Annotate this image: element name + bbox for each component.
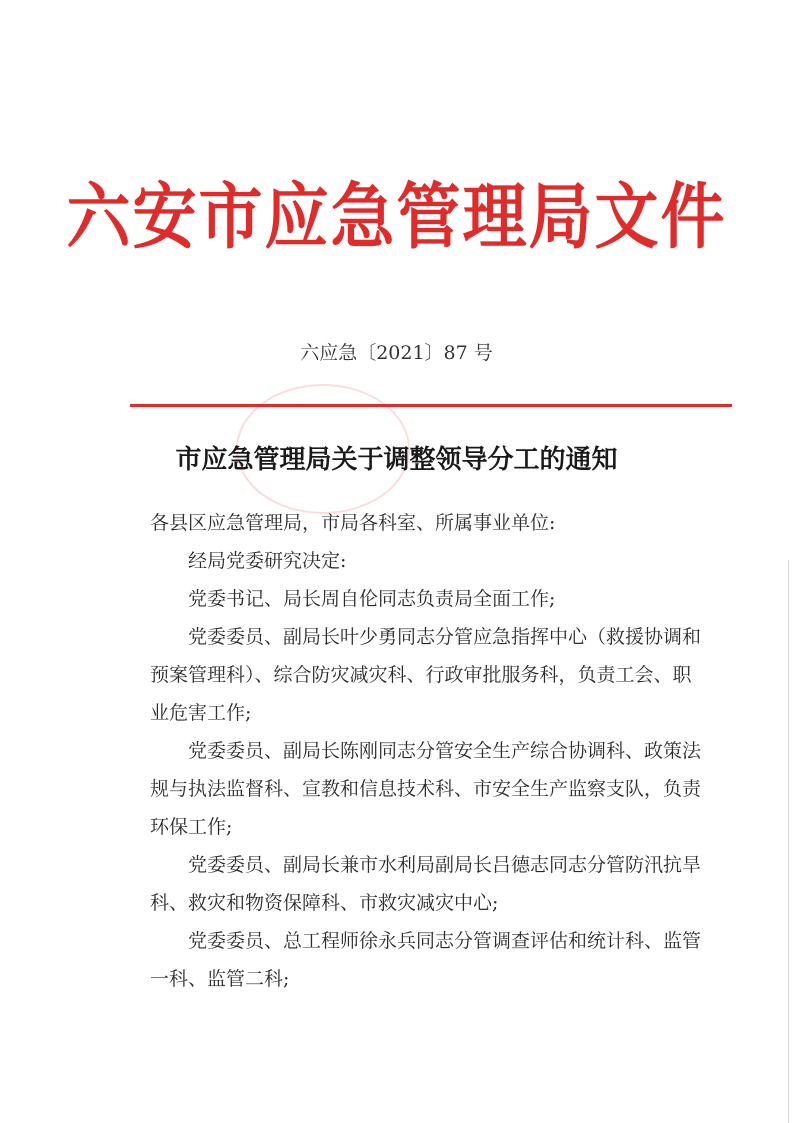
red-header-title: 六安市应急管理局文件 (66, 176, 727, 260)
addressee-line: 各县区应急管理局，市局各科室、所属事业单位: (150, 512, 556, 534)
body-paragraph: 党委委员、副局长陈刚同志分管安全生产综合协调科、政策法规与执法监督科、宣教和信息技术科、市安全生产监察支队，负责环保工作; (150, 740, 702, 838)
notice-body (150, 504, 710, 998)
document-number: 六应急〔2021〕87 号 (300, 342, 493, 364)
body-paragraph: 党委委员、副局长叶少勇同志分管应急指挥中心（救援协调和预案管理科）、综合防灾减灾科、行政审批服务科，负责工会、职业危害工作; (150, 626, 702, 724)
body-paragraph: 党委委员、副局长兼市水利局副局长吕德志同志分管防汛抗旱科、救灾和物资保障科、市救灾减灾中心; (150, 854, 702, 914)
scan-edge-line (788, 560, 789, 1123)
body-paragraph: 经局党委研究决定: (188, 550, 347, 572)
notice-title: 市应急管理局关于调整领导分工的通知 (175, 445, 618, 475)
body-paragraph: 党委书记、局长周自伦同志负责局全面工作; (188, 588, 556, 610)
body-paragraph: 党委委员、总工程师徐永兵同志分管调查评估和统计科、监管一科、监管二科; (150, 930, 702, 990)
red-separator-line (130, 404, 732, 407)
